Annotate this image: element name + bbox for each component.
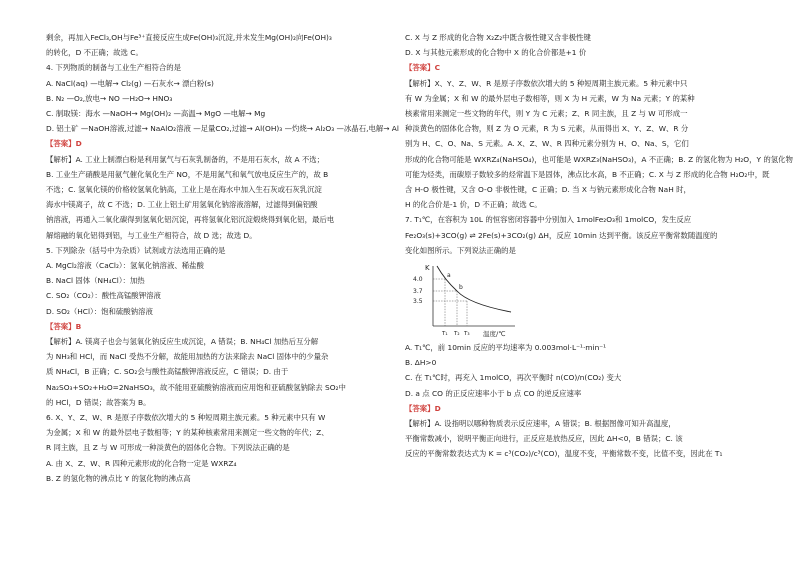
answer-line: 【答案】D	[405, 403, 441, 413]
x-tick-label: T₁	[442, 331, 448, 338]
text-line: 【解析】A. 工业上制漂白粉是利用氯气与石灰乳制备的，不是用石灰水，故 A 不选；	[46, 154, 325, 164]
y-tick-label: 3.5	[413, 298, 423, 306]
text-line: 有 W 为金属；X 和 W 的最外层电子数相等，则 X 为 H 元素，W 为 Na 元素；Y 的某种	[405, 93, 695, 103]
right-column	[405, 30, 793, 462]
text-line: A. MgCl₂溶液（CaCl₂）：氢氧化钠溶液、稀盐酸	[46, 261, 204, 271]
equilibrium-constant-chart	[411, 260, 521, 340]
text-line: 不选；C. 氢氧化镁的价格较氢氧化钠高，工业上是在海水中加入生石灰或石灰乳沉淀	[46, 185, 322, 195]
text-line: B. NaCl 固体（NH₄Cl）：加热	[46, 276, 145, 286]
text-line: 的 HCl，D 错误；故答案为 B。	[46, 397, 151, 407]
text-line: 种淡黄色的固体化合物，则 Z 为 O 元素，R 为 S 元素，从而得出 X、Y、Z、W、R 分	[405, 124, 689, 134]
y-axis-label: K	[425, 264, 430, 273]
text-line: 核素常用来测定一些文物的年代，则 Y 为 C 元素；Z、R 同主族，且 Z 与 W 可形成一	[405, 109, 688, 119]
text-line: 海水中镁离子，故 C 不选；D. 工业上铝土矿用氢氧化钠溶液溶解，过滤得到偏铝酸	[46, 200, 318, 210]
text-line: 【解析】X、Y、Z、W、R 是原子序数依次增大的 5 种短周期主族元素。5 种元素中只	[405, 78, 688, 88]
text-line: 别为 H、C、O、Na、S 元素。A. X、Z、W、R 四种元素分别为 H、O、Na、S，它们	[405, 139, 689, 149]
x-tick-label: T₃	[464, 331, 470, 338]
text-line: 为 NH₃和 HCl，而 NaCl 受热不分解，故能用加热的方法来除去 NaCl 固体中的少量杂	[46, 352, 329, 362]
text-line: 含 H-O 极性键，又含 O-O 非极性键，C 正确；D. 当 X 与钠元素形成化合物 NaH 时，	[405, 185, 691, 195]
text-line: 形成的化合物可能是 WXRZ₄(NaHSO₄)，也可能是 WXRZ₃(NaHSO₃)，A 不正确；B. Z 的氢化物为 H₂O，Y 的氢化物	[405, 154, 793, 164]
text-line: C. SO₂（CO₂）：酸性高锰酸钾溶液	[46, 291, 161, 301]
text-line: 可能为烃类，而碳原子数较多的烃常温下是固体，沸点比水高，B 不正确；C. X 与 Z 形成的化合物 H₂O₂中，既	[405, 169, 770, 179]
text-line: 7. T₁℃，在容积为 10L 的恒容密闭容器中分别加入 1molFe₂O₃和 1molCO，发生反应	[405, 215, 692, 225]
text-line: D. a 点 CO 的正反应速率小于 b 点 CO 的逆反应速率	[405, 388, 582, 398]
text-line: D. 铝土矿 —NaOH溶液,过滤→ NaAlO₂溶液 —足量CO₂,过滤→ Al(OH)₃ —灼烧→ Al₂O₃ —冰晶石,电解→ Al	[46, 124, 399, 134]
answer-line: 【答案】C	[405, 63, 440, 73]
text-line: 的转化，D 不正确；故选 C。	[46, 48, 143, 58]
text-line: 钠溶液，再通入二氧化碳得到氢氧化铝沉淀，再将氢氧化铝沉淀煅烧得到氧化铝，最后电	[46, 215, 335, 225]
text-line: D. SO₂（HCl）：饱和硫酸钠溶液	[46, 306, 153, 316]
answer-line: 【答案】B	[46, 321, 82, 331]
text-line: A. 由 X、Z、W、R 四种元素形成的化合物一定是 WXRZ₄	[46, 458, 237, 468]
y-tick-label: 4.0	[413, 276, 423, 284]
text-line: H 的化合价是-1 价，D 不正确；故选 C。	[405, 200, 542, 210]
text-line: Fe₂O₃(s)+3CO(g) ⇌ 2Fe(s)+3CO₂(g) ΔH，反应 10min 达到平衡。该反应平衡常数随温度的	[405, 230, 718, 240]
text-line: C. 制取镁：海水 —NaOH→ Mg(OH)₂ —高温→ MgO —电解→ Mg	[46, 109, 266, 119]
text-line: 解熔融的氧化铝得到铝，与工业生产相符合，故 D 选；故选 D。	[46, 230, 257, 240]
text-line: Na₂SO₃+SO₂+H₂O=2NaHSO₃，故不能用亚硫酸钠溶液而应用饱和亚硫酸氢钠除去 SO₂中	[46, 382, 346, 392]
text-line: A. NaCl(aq) —电解→ Cl₂(g) —石灰水→ 漂白粉(s)	[46, 78, 214, 88]
text-line: B. Z 的氢化物的沸点比 Y 的氢化物的沸点高	[46, 473, 191, 483]
text-line: 剩余，再加入FeCl₃,OH与Fe³⁺直接反应生成Fe(OH)₃沉淀,并未发生Mg(OH)₂向Fe(OH)₃	[46, 33, 332, 42]
text-line: A. T₁℃，前 10min 反应的平均速率为 0.003mol·L⁻¹·min⁻¹	[405, 343, 607, 353]
point-label-b: b	[459, 284, 463, 292]
y-tick-label: 3.7	[413, 288, 423, 296]
text-line: 质 NH₄Cl，B 正确；C. SO₂会与酸性高锰酸钾溶液反应，C 错误；D. 由于	[46, 367, 289, 377]
text-line: C. X 与 Z 形成的化合物 X₂Z₂中既含极性键又含非极性键	[405, 33, 591, 42]
text-line: R 同主族，且 Z 与 W 可形成一种淡黄色的固体化合物。下列说法正确的是	[46, 443, 290, 453]
text-line: B. N₂ —O₂,放电→ NO —H₂O→ HNO₃	[46, 93, 173, 103]
point-label-a: a	[447, 272, 451, 280]
text-line: 平衡常数减小，说明平衡正向进行，正反应是放热反应，因此 ΔH<0，B 错误；C. 该	[405, 434, 683, 444]
text-line: B. 工业生产硝酸是用氨气催化氧化生产 NO，不是用氮气和氧气放电反应生产的，故 B	[46, 169, 329, 179]
left-column	[46, 30, 399, 486]
text-line: 变化如图所示。下列说法正确的是	[405, 245, 516, 255]
text-line: 【解析】A. 镁离子也会与氢氧化钠反应生成沉淀，A 错误；B. NH₄Cl 加热后互分解	[46, 337, 319, 347]
text-line: 4. 下列物质的制备与工业生产相符合的是	[46, 63, 182, 73]
answer-line: 【答案】D	[46, 139, 82, 149]
text-line: C. 在 T₁℃时，再充入 1molCO，再次平衡时 n(CO)/n(CO₂) 变大	[405, 373, 622, 383]
text-line: 6. X、Y、Z、W、R 是原子序数依次增大的 5 种短周期主族元素。5 种元素中只有 W	[46, 413, 326, 423]
text-line: 【解析】A. 设指明以哪种物质表示反应速率，A 错误；B. 根据图像可知升高温度，	[405, 419, 676, 429]
text-line: 5. 下列除杂（括号中为杂质）试剂或方法选用正确的是	[46, 245, 226, 255]
text-line: 反应的平衡常数表达式为 K = c³(CO₂)/c³(CO)，温度不变，平衡常数不变，比值不变，因此在 T₁	[405, 449, 723, 459]
text-line: D. X 与其他元素形成的化合物中 X 的化合价都是+1 价	[405, 48, 587, 58]
text-line: 为金属；X 和 W 的最外层电子数相等；Y 的某种核素常用来测定一些文物的年代；Z、	[46, 428, 329, 438]
x-axis-label: 温度/℃	[483, 330, 506, 339]
x-tick-label: T₂	[454, 331, 460, 338]
text-line: B. ΔH>0	[405, 358, 437, 368]
